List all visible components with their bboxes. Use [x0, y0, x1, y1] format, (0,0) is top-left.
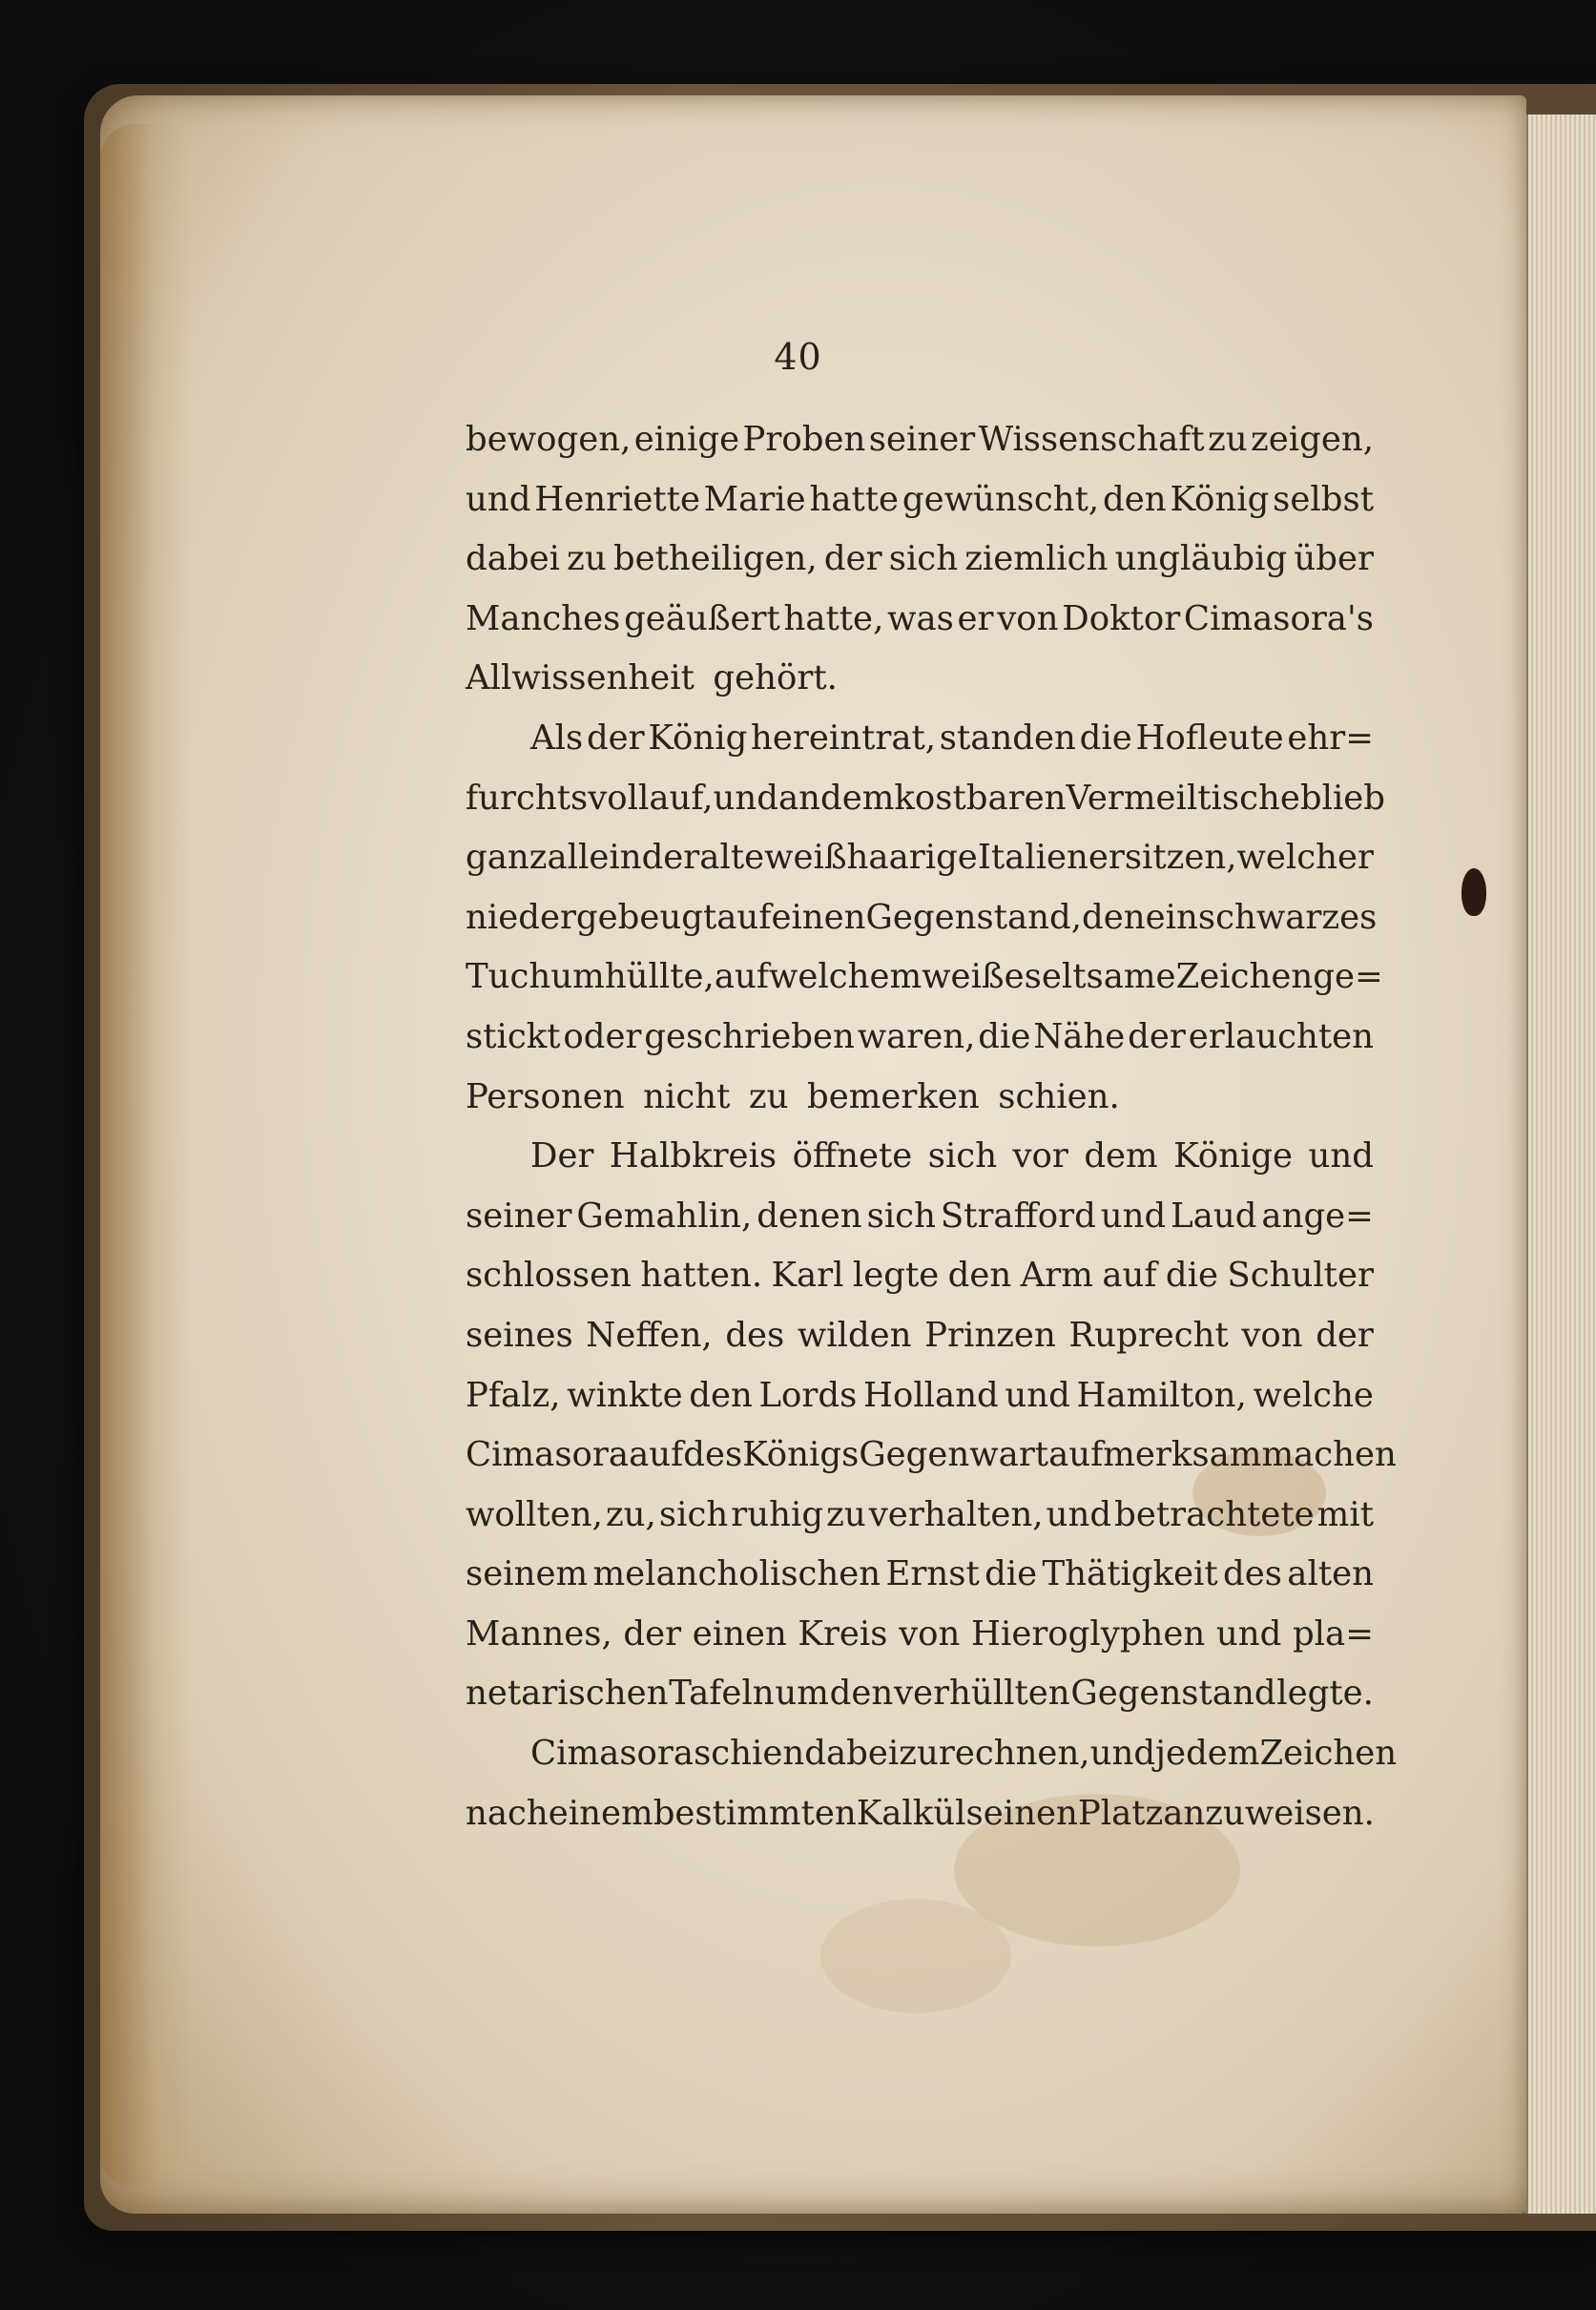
- text-line: [466, 1068, 1374, 1128]
- word: weißhaarige: [764, 838, 978, 878]
- word: Vermeiltische: [1066, 778, 1300, 818]
- word: anzuweisen.: [1163, 1793, 1375, 1833]
- word: allein: [547, 838, 642, 878]
- word: umhüllte,: [550, 957, 715, 997]
- word: erlauchten: [1188, 1016, 1374, 1056]
- word: einen: [771, 897, 866, 937]
- word: blieb: [1299, 778, 1386, 818]
- word: schien: [694, 1734, 805, 1774]
- word: rechnen,: [938, 1734, 1090, 1774]
- word: Laud: [1171, 1196, 1257, 1236]
- word: betheiligen,: [612, 539, 818, 579]
- word: ein: [1145, 897, 1198, 937]
- word: alte: [699, 838, 765, 878]
- word: weiße: [922, 957, 1025, 997]
- word: den: [1082, 897, 1146, 937]
- word: der: [623, 1613, 682, 1654]
- word: und: [1308, 1136, 1374, 1176]
- word: jedem: [1155, 1734, 1260, 1774]
- word: auf: [629, 1435, 684, 1475]
- word: ange=: [1261, 1196, 1374, 1236]
- word: des: [1223, 1554, 1282, 1594]
- word: um: [775, 1674, 829, 1714]
- word: Hamilton,: [1076, 1375, 1247, 1415]
- word: seltsame: [1024, 957, 1176, 997]
- text-line: [466, 1366, 1374, 1426]
- word: welcher: [1236, 838, 1375, 878]
- word: winkte: [567, 1375, 683, 1415]
- text-line: [466, 649, 1374, 709]
- word: netarischen: [466, 1674, 669, 1714]
- word: wilden: [797, 1315, 912, 1355]
- word: Henriette: [534, 479, 700, 519]
- word: Gegenstand: [1070, 1674, 1276, 1714]
- word: Schulter: [1227, 1256, 1374, 1296]
- text-line: [466, 530, 1374, 590]
- word: Proben: [742, 420, 866, 459]
- word: legte: [852, 1256, 940, 1296]
- word: oder: [563, 1016, 642, 1056]
- word: Gegenstand,: [865, 897, 1083, 937]
- word: gehört.: [713, 658, 838, 698]
- word: Cimasora's: [1183, 598, 1374, 638]
- word: einem: [548, 1793, 653, 1833]
- text-line: [466, 709, 1374, 769]
- word: einen: [692, 1613, 787, 1654]
- word: sich: [866, 1196, 936, 1236]
- word: er: [957, 598, 994, 638]
- word: den: [689, 1375, 753, 1415]
- word: sich: [658, 1494, 729, 1534]
- word: furchtsvoll: [466, 778, 650, 818]
- word: Als: [530, 718, 584, 758]
- text-line: [466, 888, 1378, 948]
- text-line: [466, 470, 1374, 531]
- word: seines: [466, 1315, 573, 1355]
- text-line: [466, 1605, 1374, 1665]
- word: pla=: [1292, 1613, 1374, 1654]
- word: welchem: [769, 957, 922, 997]
- word: Halbkreis: [609, 1136, 777, 1176]
- word: den: [829, 1674, 894, 1714]
- text-line: [466, 410, 1374, 470]
- word: Personen: [466, 1076, 625, 1116]
- word: der: [823, 539, 882, 579]
- word: bemerken: [806, 1076, 980, 1116]
- word: betrachtete: [1114, 1494, 1315, 1534]
- word: der: [1316, 1315, 1374, 1355]
- word: des: [683, 1435, 743, 1475]
- word: Wissenschaft: [978, 420, 1205, 459]
- word: Mannes,: [466, 1613, 612, 1654]
- word: gewünscht,: [902, 479, 1100, 519]
- word: alten: [1287, 1554, 1374, 1594]
- word: und: [466, 479, 531, 519]
- word: sich: [888, 539, 959, 579]
- word: sich: [927, 1136, 998, 1176]
- word: die: [1165, 1256, 1218, 1296]
- word: von: [899, 1613, 961, 1654]
- word: Cimasora: [530, 1734, 694, 1774]
- word: den: [947, 1256, 1012, 1296]
- word: ehr=: [1287, 718, 1374, 758]
- word: der: [641, 838, 700, 878]
- word: mit: [1316, 1494, 1374, 1534]
- text-line: [466, 1187, 1374, 1247]
- word: an: [777, 778, 821, 818]
- word: den: [1103, 479, 1167, 519]
- word: Kalkül: [856, 1793, 966, 1833]
- word: die: [1079, 718, 1132, 758]
- word: dabei: [466, 539, 560, 579]
- word: öffnete: [792, 1136, 913, 1176]
- word: waren,: [857, 1016, 976, 1056]
- word: bewogen,: [466, 420, 632, 459]
- ink-spot: [1461, 868, 1486, 916]
- word: zu: [1208, 420, 1248, 459]
- word: Zeichen: [1175, 957, 1314, 997]
- word: hatten.: [640, 1256, 763, 1296]
- word: schien.: [998, 1076, 1120, 1116]
- word: Karl: [771, 1256, 844, 1296]
- word: König: [1170, 479, 1270, 519]
- word: welche: [1253, 1375, 1374, 1415]
- word: Lords: [758, 1375, 858, 1415]
- word: Hieroglyphen: [971, 1613, 1206, 1654]
- text-line: [466, 1545, 1374, 1605]
- word: melancholischen: [592, 1554, 881, 1594]
- word: zeigen,: [1251, 420, 1374, 459]
- word: nicht: [643, 1076, 731, 1116]
- word: ziemlich: [964, 539, 1109, 579]
- word: König: [648, 718, 748, 758]
- word: Strafford: [940, 1196, 1096, 1236]
- word: und: [1046, 1494, 1112, 1534]
- page-stack-edge: [1524, 114, 1596, 2214]
- word: und: [1100, 1196, 1167, 1236]
- word: der: [1128, 1016, 1186, 1056]
- word: und: [713, 778, 778, 818]
- word: Königs: [742, 1435, 860, 1475]
- text-line: [466, 1426, 1397, 1486]
- word: zu: [748, 1076, 789, 1116]
- word: Italiener: [977, 838, 1125, 878]
- text-line: [466, 1127, 1374, 1187]
- word: selbst: [1273, 479, 1374, 519]
- word: Marie: [703, 479, 806, 519]
- text-line: [466, 1664, 1374, 1724]
- word: dem: [820, 778, 895, 818]
- word: kostbaren: [894, 778, 1067, 818]
- page-wear-left: [100, 124, 191, 2185]
- word: der: [586, 718, 645, 758]
- text-line: [466, 1246, 1374, 1306]
- word: Der: [530, 1136, 594, 1176]
- word: ungläubig: [1114, 539, 1288, 579]
- word: einige: [633, 420, 740, 459]
- text-line: [466, 1008, 1374, 1068]
- word: ge=: [1313, 957, 1383, 997]
- word: Platz: [1077, 1793, 1164, 1833]
- word: verhalten,: [868, 1494, 1044, 1534]
- word: dem: [1084, 1136, 1158, 1176]
- word: zu: [826, 1494, 866, 1534]
- word: legte.: [1276, 1674, 1374, 1714]
- word: auf,: [649, 778, 714, 818]
- text-line: [466, 1486, 1374, 1546]
- word: Gemahlin,: [576, 1196, 753, 1236]
- word: seinem: [466, 1554, 589, 1594]
- word: Doktor: [1062, 598, 1181, 638]
- word: Nähe: [1033, 1016, 1126, 1056]
- word: standen: [939, 718, 1076, 758]
- word: sitzen,: [1124, 838, 1237, 878]
- word: Neffen,: [586, 1315, 713, 1355]
- word: denen: [757, 1196, 862, 1236]
- word: Tuch: [466, 957, 551, 997]
- word: hatte,: [783, 598, 884, 638]
- page-number: 40: [774, 336, 822, 378]
- word: niedergebeugt: [466, 897, 717, 937]
- word: zu: [899, 1734, 939, 1774]
- word: geäußert: [624, 598, 780, 638]
- word: Thätigkeit: [1042, 1554, 1218, 1594]
- word: aufmerksam: [1048, 1435, 1262, 1475]
- word: schlossen: [466, 1256, 632, 1296]
- word: wollten,: [466, 1494, 603, 1534]
- word: und: [1005, 1375, 1070, 1415]
- text-line: [466, 1784, 1374, 1844]
- word: zu: [567, 539, 607, 579]
- word: schwarzes: [1197, 897, 1378, 937]
- word: stickt: [466, 1016, 561, 1056]
- word: von: [1241, 1315, 1303, 1355]
- word: ruhig: [731, 1494, 824, 1534]
- water-stain: [820, 1899, 1011, 2013]
- word: vor: [1012, 1136, 1068, 1176]
- word: von: [997, 598, 1059, 638]
- word: Manches: [466, 598, 621, 638]
- word: Gegenwart: [859, 1435, 1049, 1475]
- text-line: [466, 1306, 1374, 1366]
- word: des: [725, 1315, 785, 1355]
- word: Pfalz,: [466, 1375, 561, 1415]
- word: auf: [716, 897, 772, 937]
- word: hatte: [809, 479, 900, 519]
- word: auf: [714, 957, 769, 997]
- word: die: [978, 1016, 1031, 1056]
- word: Ruprecht: [1068, 1315, 1229, 1355]
- word: nach: [466, 1793, 549, 1833]
- word: machen: [1261, 1435, 1397, 1475]
- text-line: [466, 828, 1374, 888]
- word: und: [1089, 1734, 1156, 1774]
- word: Arm: [1020, 1256, 1093, 1296]
- word: zu,: [605, 1494, 656, 1534]
- word: Kreis: [798, 1613, 888, 1654]
- word: seinen: [965, 1793, 1078, 1833]
- word: geschrieben: [644, 1016, 855, 1056]
- word: Prinzen: [924, 1315, 1056, 1355]
- word: Tafeln: [669, 1674, 775, 1714]
- word: ganz: [466, 838, 548, 878]
- word: die: [985, 1554, 1038, 1594]
- word: seiner: [466, 1196, 572, 1236]
- text-line: [466, 769, 1386, 829]
- text-line: [466, 947, 1383, 1008]
- word: Cimasora: [466, 1435, 630, 1475]
- word: Ernst: [885, 1554, 980, 1594]
- word: Könige: [1173, 1136, 1294, 1176]
- word: Zeichen: [1259, 1734, 1398, 1774]
- word: dabei: [804, 1734, 900, 1774]
- word: seiner: [868, 420, 976, 459]
- word: hereintrat,: [751, 718, 937, 758]
- word: Allwissenheit: [466, 658, 694, 698]
- word: Hofleute: [1135, 718, 1284, 758]
- body-text: [466, 410, 1398, 1843]
- text-line: [466, 1724, 1398, 1784]
- word: Holland: [862, 1375, 999, 1415]
- text-line: [466, 590, 1374, 650]
- word: was: [887, 598, 954, 638]
- word: auf: [1102, 1256, 1157, 1296]
- word: bestimmten: [653, 1793, 857, 1833]
- word: über: [1294, 539, 1374, 579]
- word: und: [1215, 1613, 1282, 1654]
- word: verhüllten: [894, 1674, 1070, 1714]
